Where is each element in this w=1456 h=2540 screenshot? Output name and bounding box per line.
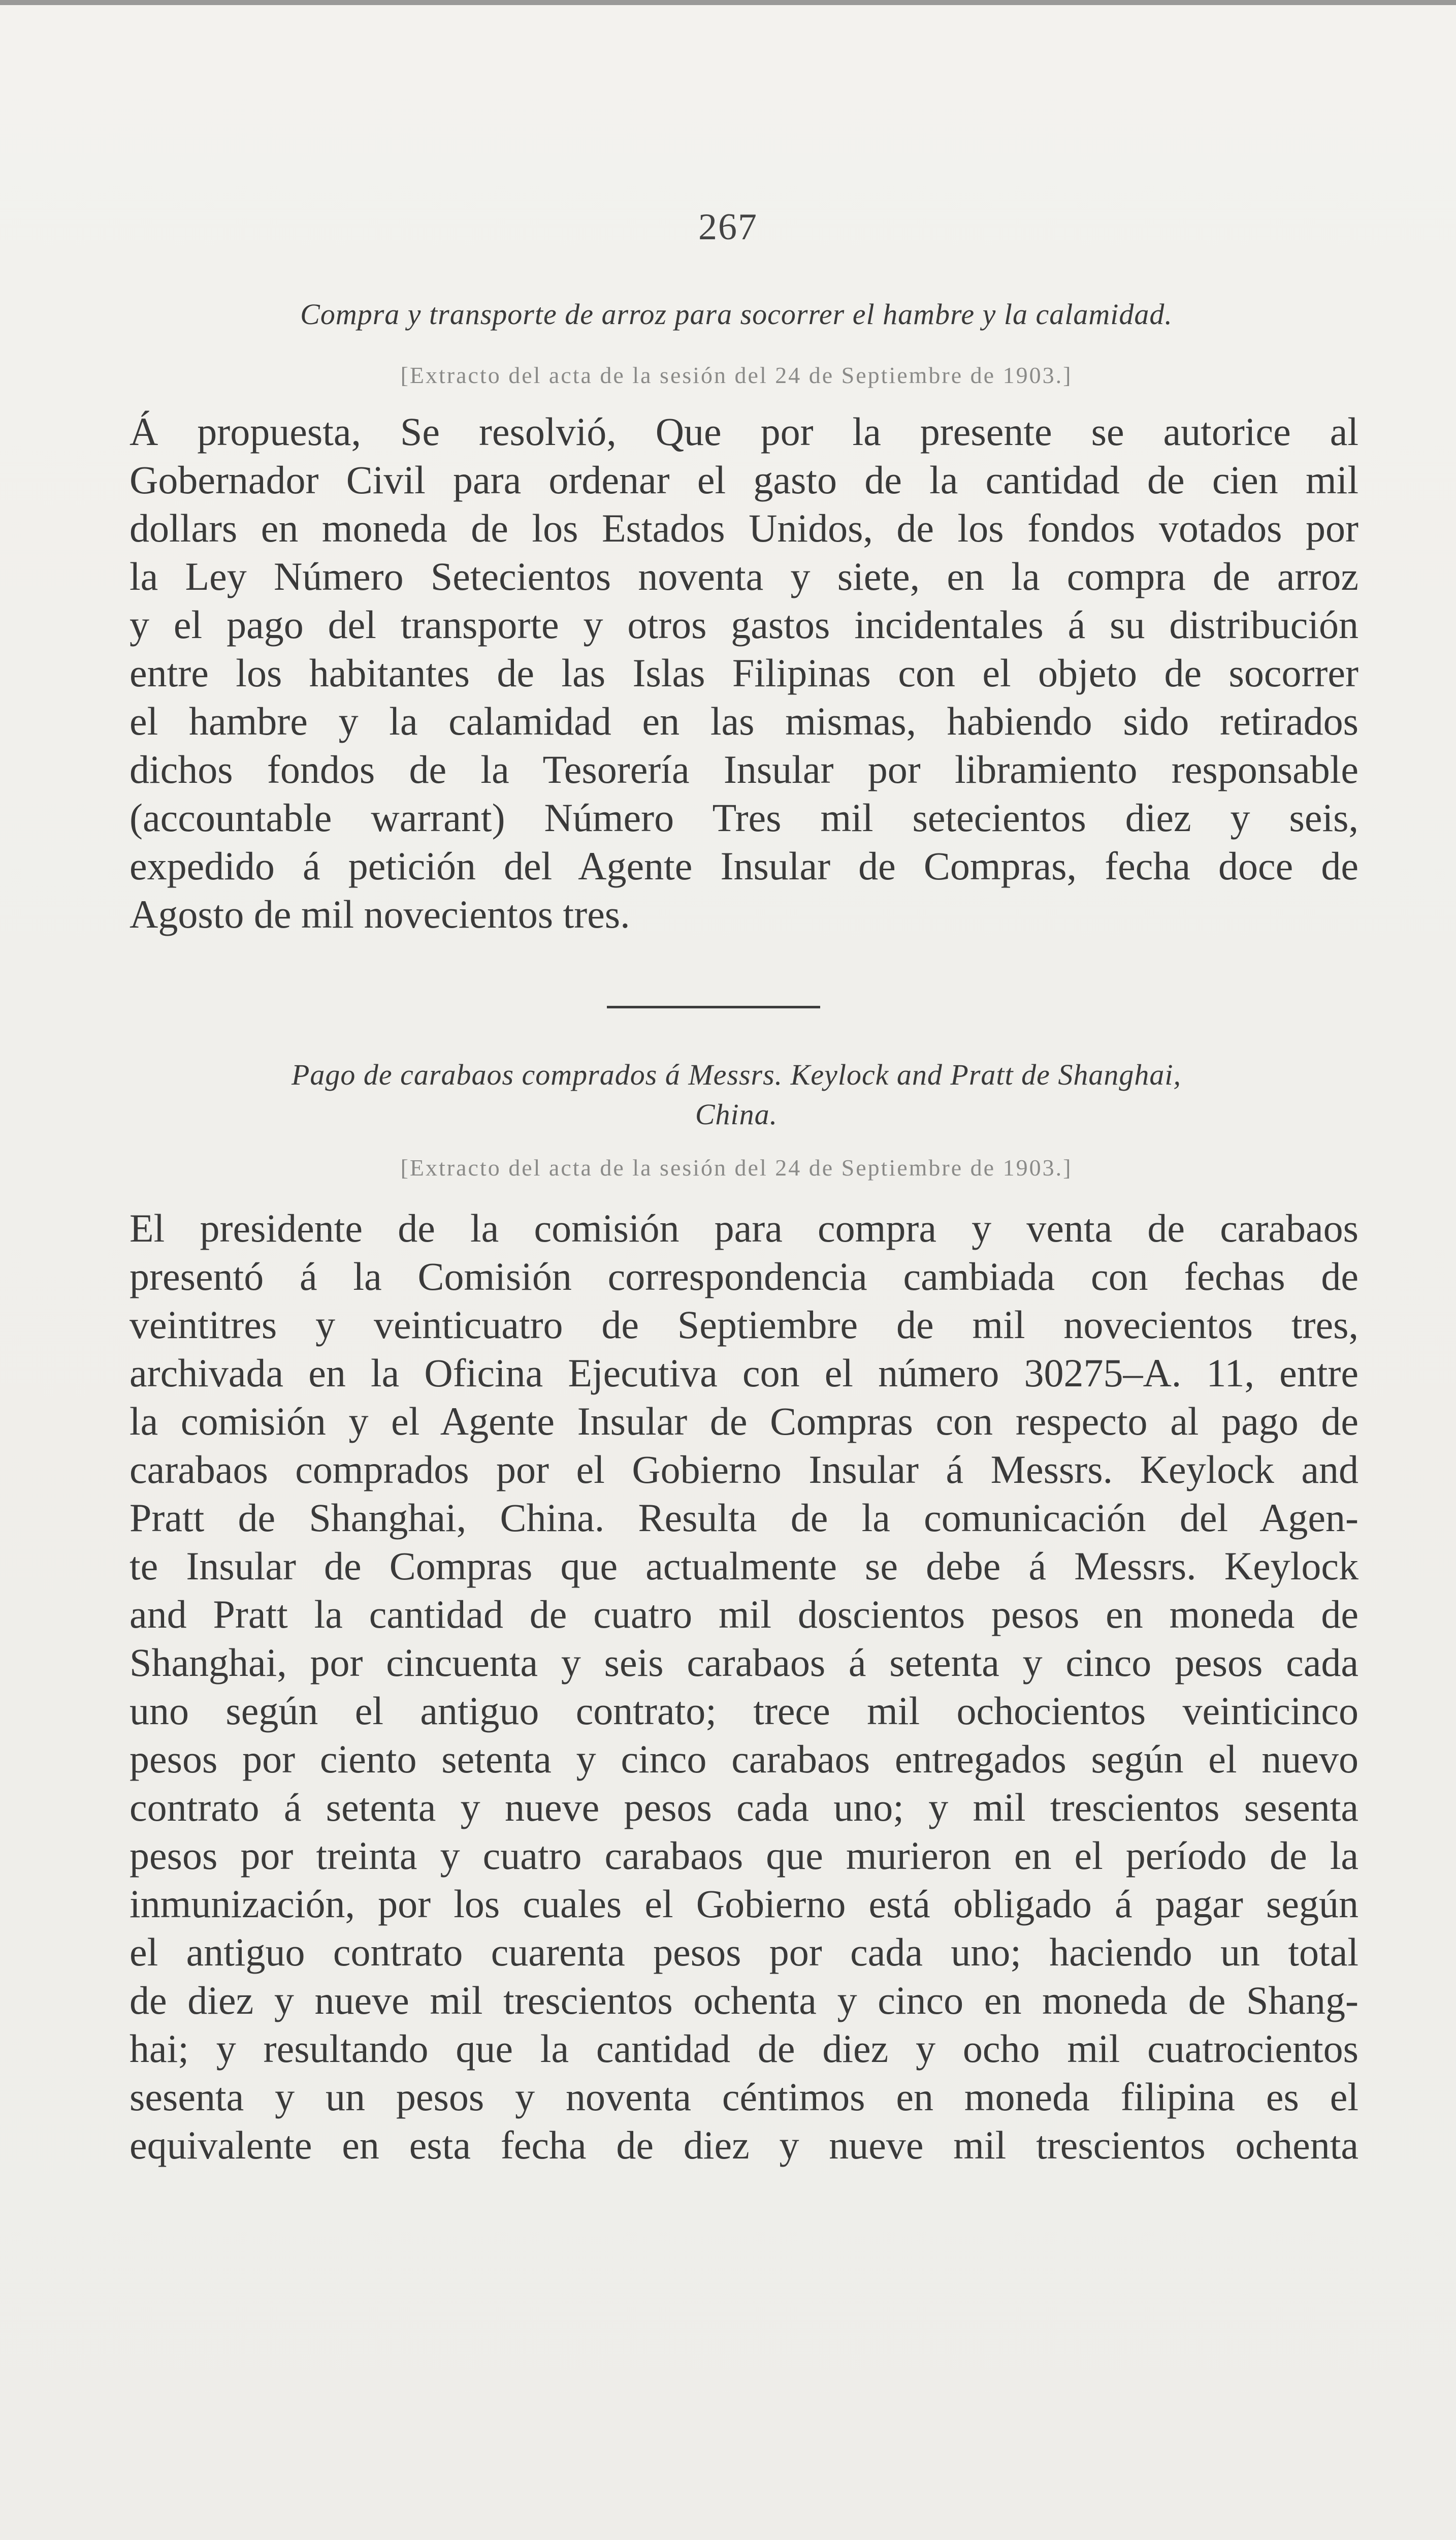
text-line: hai; y resultando que la cantidad de diez y ocho mil cuatrocientos (130, 2026, 1358, 2071)
text-line: veintitres y veinticuatro de Septiembre de mil novecientos tres, (130, 1303, 1358, 1347)
section-title-carabaos-line2: China. (695, 1098, 778, 1131)
text-line: archivada en la Oficina Ejecutiva con el número 30275–A. 11, entre (130, 1351, 1358, 1395)
text-line: entre los habitantes de las Islas Filipinas con el objeto de socorrer (130, 651, 1358, 695)
text-line: el hambre y la calamidad en las mismas, habiendo sido retirados (130, 699, 1358, 743)
text-line: dichos fondos de la Tesorería Insular por libramiento responsable (130, 747, 1358, 791)
section-divider (607, 1006, 820, 1008)
text-line: Á propuesta, Se resolvió, Que por la presente se autorice al (130, 409, 1358, 454)
text-line: pesos por treinta y cuatro carabaos que murieron en el período de la (130, 1833, 1358, 1878)
text-line: sesenta y un pesos y noventa céntimos en moneda filipina es el (130, 2075, 1358, 2119)
text-line: te Insular de Compras que actualmente se debe á Messrs. Keylock (130, 1544, 1358, 1588)
text-line: contrato á setenta y nueve pesos cada uno; y mil trescientos sesenta (130, 1785, 1358, 1829)
text-line: dollars en moneda de los Estados Unidos, de los fondos votados por (130, 506, 1358, 550)
text-line: la comisión y el Agente Insular de Compras con respecto al pago de (130, 1399, 1358, 1443)
text-line: pesos por ciento setenta y cinco carabaos entregados según el nuevo (130, 1737, 1358, 1781)
text-line: and Pratt la cantidad de cuatro mil doscientos pesos en moneda de (130, 1592, 1358, 1636)
text-line: inmunización, por los cuales el Gobierno está obligado á pagar según (130, 1882, 1358, 1926)
page-number: 267 (698, 206, 758, 248)
section-title-carabaos-line1: Pago de carabaos comprados á Messrs. Keylock and Pratt de Shanghai, (291, 1058, 1182, 1091)
paragraph-carabaos (130, 1204, 1358, 2169)
text-line: carabaos comprados por el Gobierno Insular á Messrs. Keylock and (130, 1447, 1358, 1491)
text-line: expedido á petición del Agente Insular de Compras, fecha doce de (130, 844, 1358, 888)
text-line: uno según el antiguo contrato; trece mil ochocientos veinticinco (130, 1689, 1358, 1733)
text-line: equivalente en esta fecha de diez y nueve mil trescientos ochenta (130, 2123, 1358, 2167)
text-line: el antiguo contrato cuarenta pesos por cada uno; haciendo un total (130, 1930, 1358, 1974)
text-line: Shanghai, por cincuenta y seis carabaos á setenta y cinco pesos cada (130, 1640, 1358, 1685)
text-line: de diez y nueve mil trescientos ochenta y cinco en moneda de Shang- (130, 1978, 1358, 2022)
text-line: Gobernador Civil para ordenar el gasto de la cantidad de cien mil (130, 458, 1358, 502)
section-title-rice: Compra y transporte de arroz para socorrer el hambre y la calamidad. (300, 298, 1173, 331)
scan-top-edge (0, 0, 1456, 5)
text-line: (accountable warrant) Número Tres mil setecientos diez y seis, (130, 796, 1358, 840)
text-line: El presidente de la comisión para compra y venta de carabaos (130, 1206, 1358, 1250)
text-line: Agosto de mil novecientos tres. (130, 892, 630, 936)
section-extract-carabaos: [Extracto del acta de la sesión del 24 de Septiembre de 1903.] (400, 1155, 1073, 1181)
text-line: presentó á la Comisión correspondencia cambiada con fechas de (130, 1254, 1358, 1298)
section-extract-rice: [Extracto del acta de la sesión del 24 de Septiembre de 1903.] (400, 362, 1073, 388)
text-line: la Ley Número Setecientos noventa y siete, en la compra de arroz (130, 554, 1358, 598)
text-line: Pratt de Shanghai, China. Resulta de la comunicación del Agen- (130, 1496, 1358, 1540)
paragraph-rice (130, 407, 1358, 938)
text-line: y el pago del transporte y otros gastos incidentales á su distribución (130, 602, 1358, 647)
